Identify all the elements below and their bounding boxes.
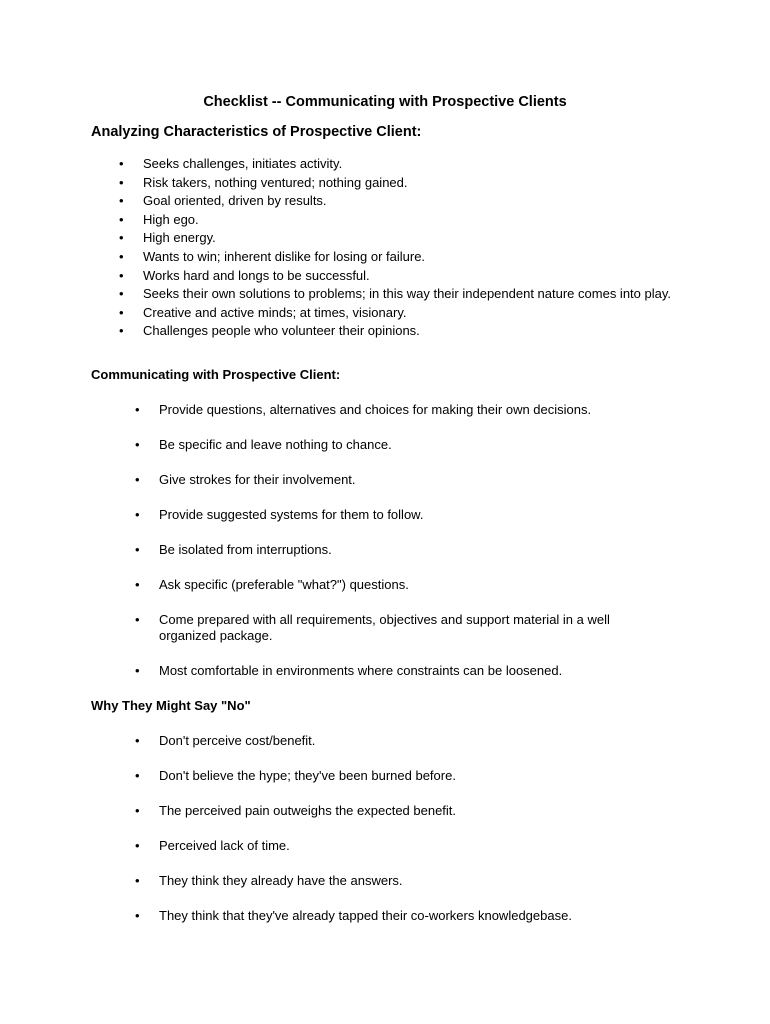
list-item-text: Be specific and leave nothing to chance. (159, 437, 392, 452)
bullet-icon: • (119, 193, 124, 209)
list-item (0, 803, 770, 819)
bullet-icon: • (135, 838, 140, 853)
bullet-icon: • (135, 402, 140, 417)
list-item (0, 768, 770, 784)
list-item-text: Ask specific (preferable "what?") questions. (159, 577, 409, 592)
bullet-icon: • (119, 230, 124, 246)
list-item (0, 542, 770, 558)
list-item (0, 230, 770, 246)
list-item (0, 268, 770, 284)
list-item (0, 212, 770, 228)
list-item-text: Perceived lack of time. (159, 838, 290, 853)
list-item (0, 156, 770, 172)
section-heading-communicating: Communicating with Prospective Client: (91, 367, 341, 382)
list-item (0, 873, 770, 889)
list-item (0, 305, 770, 321)
list-item-text: They think that they've already tapped their co-workers knowledgebase. (159, 908, 572, 923)
list-item-text: Challenges people who volunteer their opinions. (143, 323, 420, 339)
bullet-icon: • (135, 908, 140, 923)
list-item-text: Be isolated from interruptions. (159, 542, 332, 557)
bullet-icon: • (119, 267, 124, 283)
bullet-icon: • (135, 577, 140, 592)
bullet-icon: • (119, 304, 124, 320)
bullet-icon: • (119, 286, 124, 302)
list-item (0, 908, 770, 924)
bullet-icon: • (135, 472, 140, 487)
list-item (0, 437, 770, 453)
list-item (0, 323, 770, 339)
why-no-list (0, 733, 770, 943)
bullet-icon: • (119, 248, 124, 264)
list-item-text: Don't believe the hype; they've been burned before. (159, 768, 456, 783)
bullet-icon: • (135, 542, 140, 557)
list-item-text: Goal oriented, driven by results. (143, 193, 327, 209)
list-item-text: Works hard and longs to be successful. (143, 267, 370, 283)
list-item-text: Creative and active minds; at times, visionary. (143, 304, 407, 320)
list-item-text: The perceived pain outweighs the expected benefit. (159, 803, 457, 818)
list-item-text: Most comfortable in environments where constraints can be loosened. (159, 663, 563, 678)
list-item-text: Don't perceive cost/benefit. (159, 733, 316, 748)
list-item (0, 612, 770, 644)
list-item-text: Provide questions, alternatives and choices for making their own decisions. (159, 402, 592, 417)
list-item-text: Give strokes for their involvement. (159, 472, 356, 487)
page-title: Checklist -- Communicating with Prospective Clients (203, 94, 567, 110)
list-item (0, 733, 770, 749)
list-item-text: Come prepared with all requirements, objectives and support material in a well organized package. (159, 612, 610, 643)
list-item (0, 402, 770, 418)
bullet-icon: • (119, 174, 124, 190)
communicating-list (0, 402, 770, 698)
bullet-icon: • (135, 437, 140, 452)
list-item-text: High energy. (143, 230, 216, 246)
list-item-text: Provide suggested systems for them to follow. (159, 507, 424, 522)
list-item-text: Seeks challenges, initiates activity. (143, 156, 343, 171)
characteristics-list (0, 156, 770, 342)
bullet-icon: • (135, 803, 140, 818)
list-item (0, 838, 770, 854)
list-item (0, 175, 770, 191)
bullet-icon: • (135, 612, 140, 627)
section-heading-characteristics: Analyzing Characteristics of Prospective Client: (91, 124, 422, 140)
list-item (0, 193, 770, 209)
bullet-icon: • (119, 211, 124, 227)
bullet-icon: • (135, 507, 140, 522)
bullet-icon: • (119, 156, 124, 171)
list-item-text: They think they already have the answers. (159, 873, 403, 888)
bullet-icon: • (135, 733, 140, 748)
section-heading-why-no: Why They Might Say "No" (91, 698, 251, 713)
bullet-icon: • (135, 768, 140, 783)
bullet-icon: • (119, 323, 124, 339)
list-item (0, 507, 770, 523)
list-item (0, 286, 770, 302)
list-item-text: Risk takers, nothing ventured; nothing gained. (143, 174, 408, 190)
list-item-text: Seeks their own solutions to problems; in this way their independent nature comes into play. (143, 286, 671, 302)
bullet-icon: • (135, 873, 140, 888)
list-item (0, 663, 770, 679)
list-item (0, 577, 770, 593)
bullet-icon: • (135, 663, 140, 678)
list-item (0, 472, 770, 488)
list-item (0, 249, 770, 265)
list-item-text: Wants to win; inherent dislike for losing or failure. (143, 248, 426, 264)
list-item-text: High ego. (143, 211, 199, 227)
